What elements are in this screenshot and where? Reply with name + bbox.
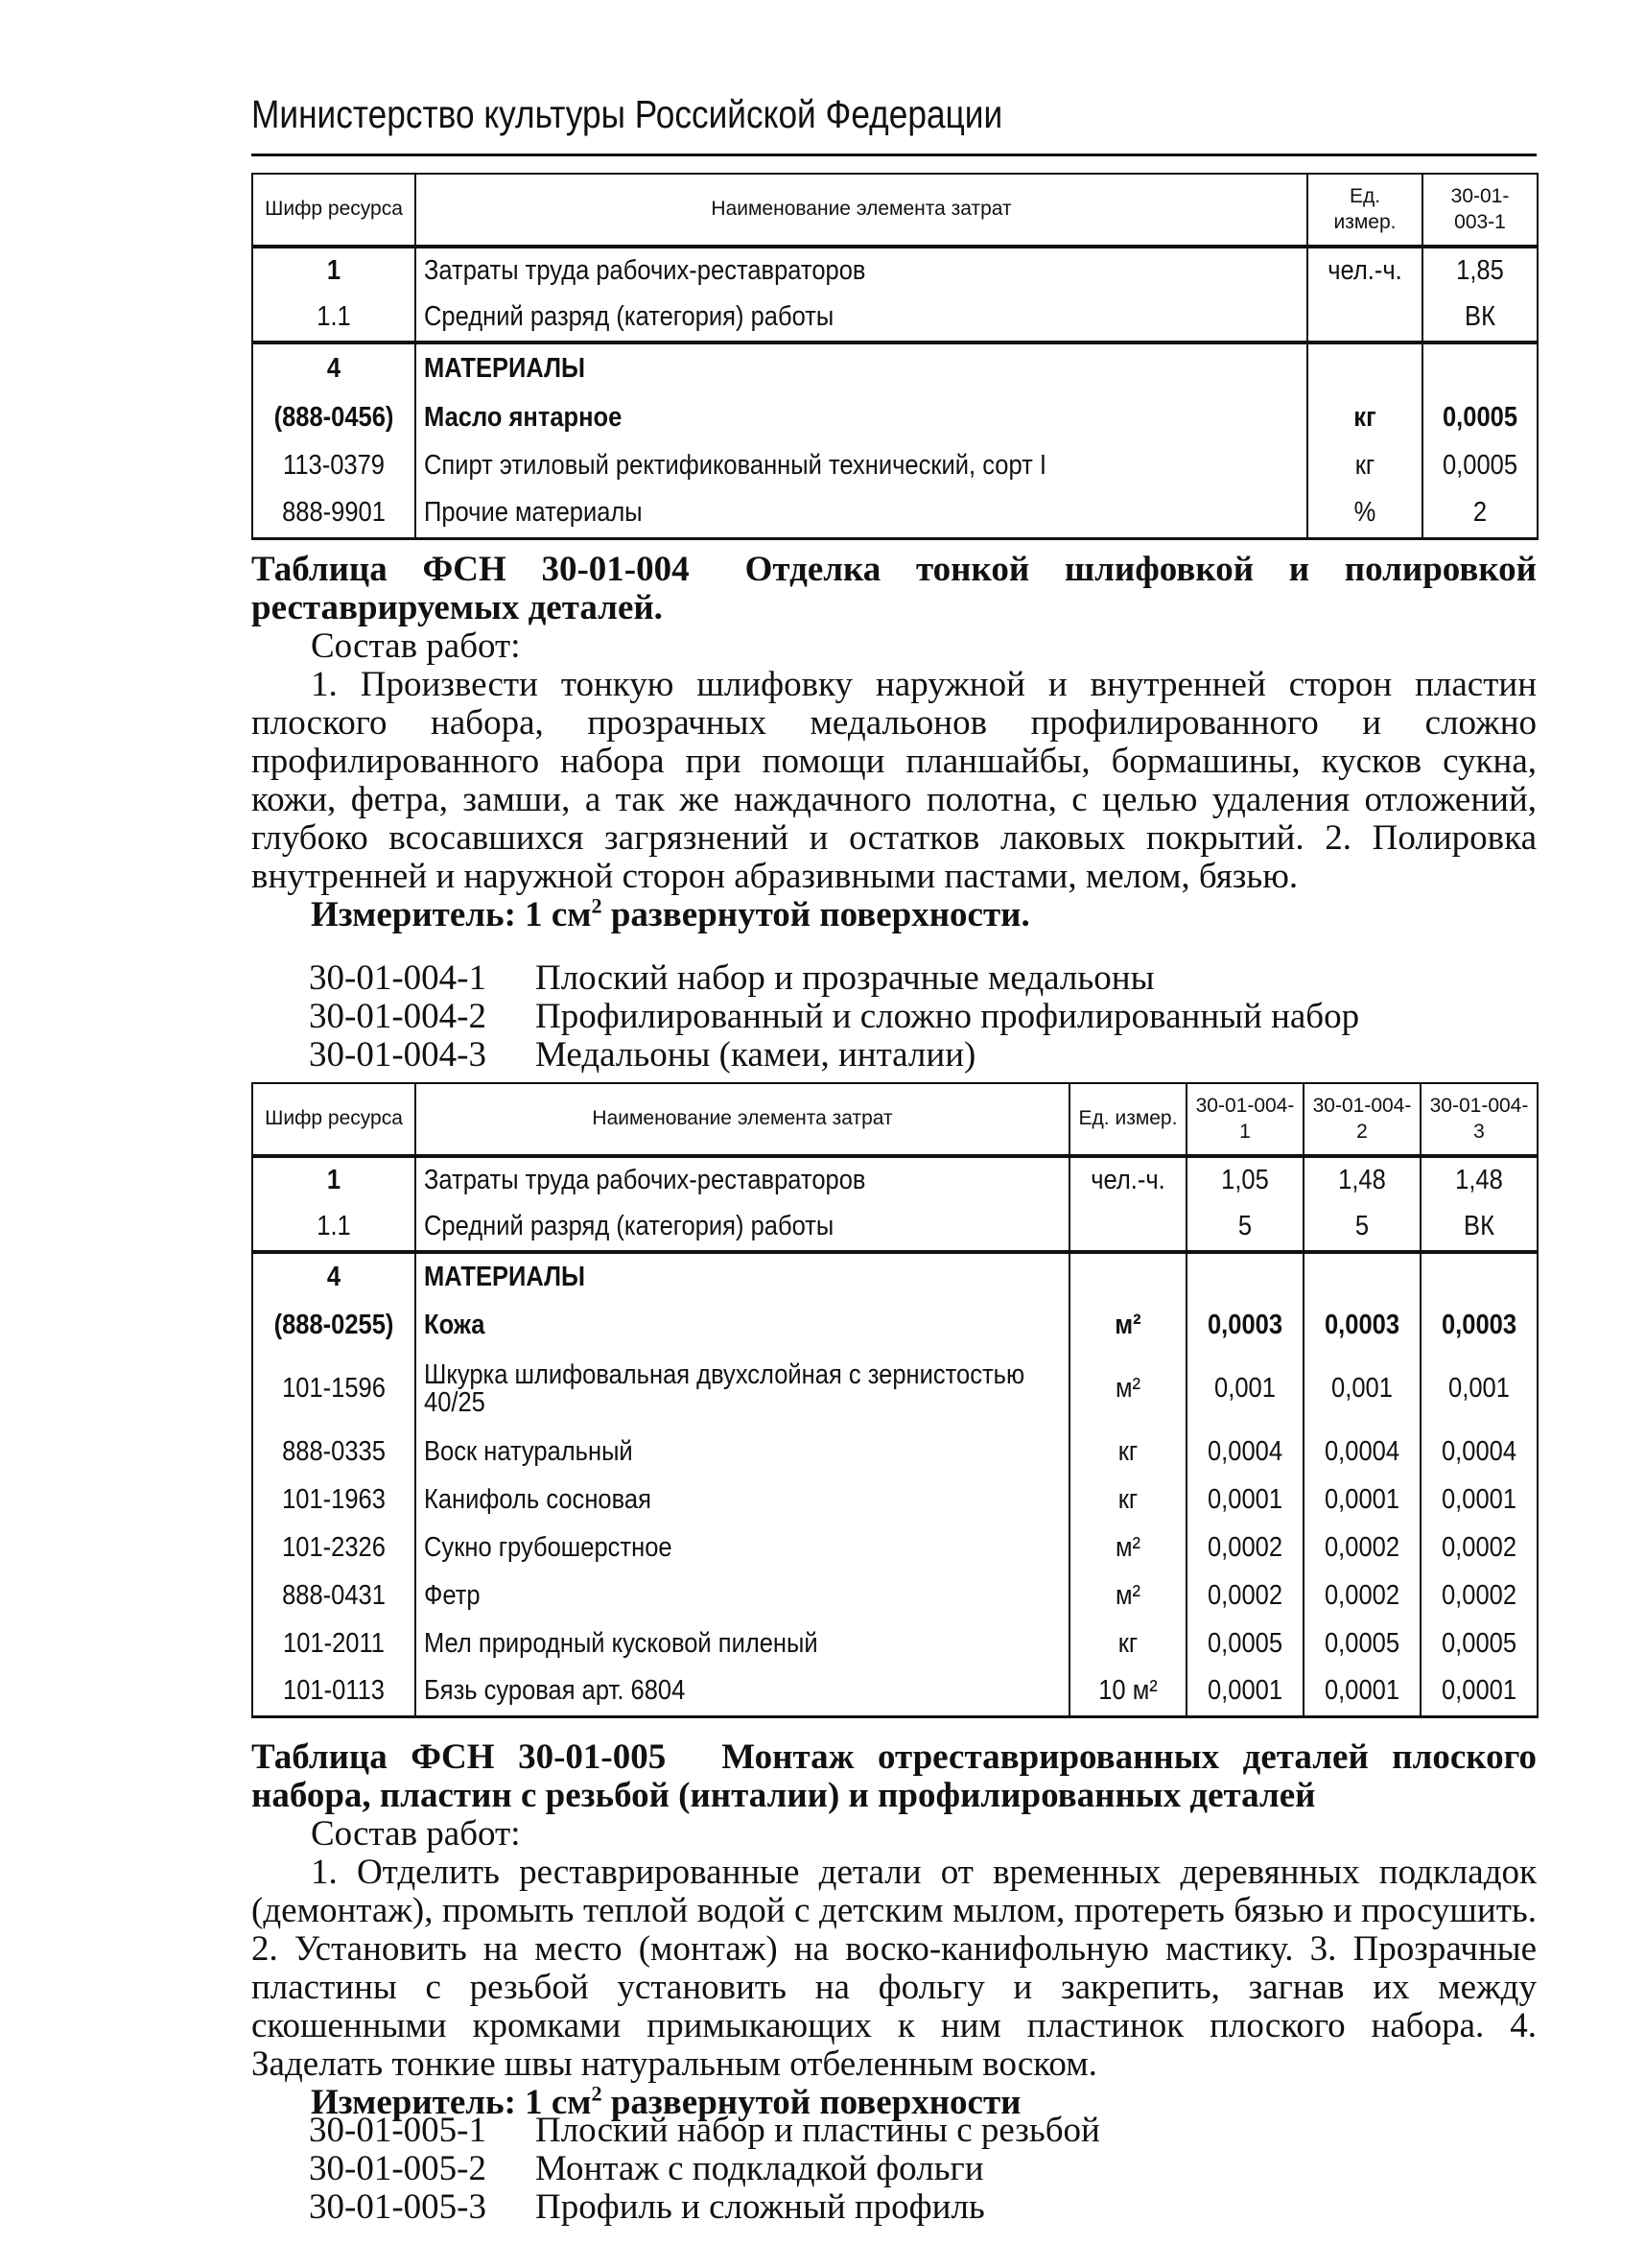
- col-header-norm-1: 30-01-004-1: [1187, 1083, 1304, 1156]
- table-row: 101-1596 Шкурка шлифовальная двухслойная с зернистостью 40/25 м² 0,001 0,001 0,001: [252, 1350, 1538, 1429]
- section-005-heading: Таблица ФСН 30-01-005 Монтаж отреставрированных деталей плоского набора, пластин с резьбой (инталии) и профилированных деталей: [251, 1737, 1537, 1815]
- table-row: 1.1 Средний разряд (категория) работы ВК: [252, 295, 1538, 343]
- section-005-items: [309, 2112, 1100, 2227]
- table-row: 113-0379 Спирт этиловый ректификованный технический, сорт I кг 0,0005: [252, 442, 1538, 490]
- list-item: 30-01-004-1 Плоский набор и прозрачные медальоны: [309, 958, 1155, 998]
- header-rule: [251, 154, 1537, 156]
- list-item: 30-01-004-3 Медальоны (камеи, инталии): [309, 1035, 976, 1075]
- section-004-items: [309, 959, 1359, 1075]
- table-row: 101-1963 Канифоль сосновая кг 0,0001 0,0001 0,0001: [252, 1477, 1538, 1524]
- table-row: 1 Затраты труда рабочих-реставраторов чел.-ч. 1,85: [252, 247, 1538, 295]
- table-row: 888-9901 Прочие материалы % 2: [252, 490, 1538, 538]
- col-header-unit: Ед. измер.: [1069, 1083, 1187, 1156]
- section-005-body: 1. Отделить реставрированные детали от временных деревянных подкладок (демонтаж), промыть теплой водой с детским мылом, протереть бязью и просушить. 2. Установить на место (монтаж) на воско-канифольную мастику. 3. Прозрачные пластины с резьбой установить на фольгу и закрепить, загнав их между скошенными кромками примыкающих к ним пластинок плоского набора. 4. Заделать тонкие швы натуральным отбеленным воском.: [251, 1853, 1537, 2084]
- table-row: 1.1 Средний разряд (категория) работы 5 5 ВК: [252, 1204, 1538, 1252]
- table-row-section: 4 МАТЕРИАЛЫ: [252, 343, 1538, 394]
- col-header-name: Наименование элемента затрат: [415, 1083, 1069, 1156]
- table-row: (888-0255) Кожа м² 0,0003 0,0003 0,0003: [252, 1302, 1538, 1350]
- section-004-body: 1. Произвести тонкую шлифовку наружной и внутренней сторон пластин плоского набора, прозрачных медальонов профилированного и сложно профилированного набора при помощи планшайбы, бормашины, кусков сукна, кожи, фетра, замши, а так же наждачного полотна, с целью удаления отложений, глубоко всосавшихся загрязнений и остатков лаковых покрытий. 2. Полировка внутренней и наружной сторон абразивными пастами, мелом, бязью.: [251, 665, 1537, 896]
- table-row: 1 Затраты труда рабочих-реставраторов чел.-ч. 1,05 1,48 1,48: [252, 1156, 1538, 1204]
- section-004-meter: Измеритель: 1 $см^2$ развернутой поверхности.: [311, 893, 1030, 934]
- col-header-code: Шифр ресурса: [252, 1083, 415, 1156]
- table-row: 101-2326 Сукно грубошерстное м² 0,0002 0,0002 0,0002: [252, 1524, 1538, 1572]
- col-header-unit: Ед. измер.: [1307, 174, 1422, 247]
- section-005-text: [251, 1738, 1537, 2122]
- section-004-text: [251, 551, 1537, 934]
- table-row: 888-0431 Фетр м² 0,0002 0,0002 0,0002: [252, 1572, 1538, 1620]
- section-005-meter: Измеритель: 1 $см^2$ развернутой поверхности: [311, 2081, 1022, 2122]
- table-row: 888-0335 Воск натуральный кг 0,0004 0,0004 0,0004: [252, 1429, 1538, 1477]
- page-header-title: Министерство культуры Российской Федерации: [251, 92, 1003, 136]
- table-row: 101-2011 Мел природный кусковой пиленый кг 0,0005 0,0005 0,0005: [252, 1620, 1538, 1668]
- section-005-sostav-label: Состав работ:: [311, 1814, 521, 1854]
- col-header-norm-3: 30-01-004-3: [1421, 1083, 1538, 1156]
- table-row: (888-0456) Масло янтарное кг 0,0005: [252, 394, 1538, 442]
- col-header-norm-2: 30-01-004-2: [1304, 1083, 1421, 1156]
- col-header-name: Наименование элемента затрат: [415, 174, 1307, 247]
- col-header-norm: 30-01-003-1: [1422, 174, 1538, 247]
- table-row-section: 4 МАТЕРИАЛЫ: [252, 1252, 1538, 1302]
- list-item: 30-01-005-3 Профиль и сложный профиль: [309, 2187, 985, 2227]
- section-004-sostav-label: Состав работ:: [311, 626, 521, 666]
- resource-table-004: [251, 1082, 1539, 1718]
- col-header-code: Шифр ресурса: [252, 174, 415, 247]
- resource-table-003: [251, 173, 1539, 540]
- list-item: 30-01-005-1 Плоский набор и пластины с резьбой: [309, 2111, 1100, 2150]
- list-item: 30-01-004-2 Профилированный и сложно профилированный набор: [309, 997, 1360, 1036]
- table-row: 101-0113 Бязь суровая арт. 6804 10 м² 0,0001 0,0001 0,0001: [252, 1668, 1538, 1716]
- section-004-heading: Таблица ФСН 30-01-004 Отделка тонкой шлифовкой и полировкой реставрируемых деталей.: [251, 550, 1538, 627]
- list-item: 30-01-005-2 Монтаж с подкладкой фольги: [309, 2149, 984, 2188]
